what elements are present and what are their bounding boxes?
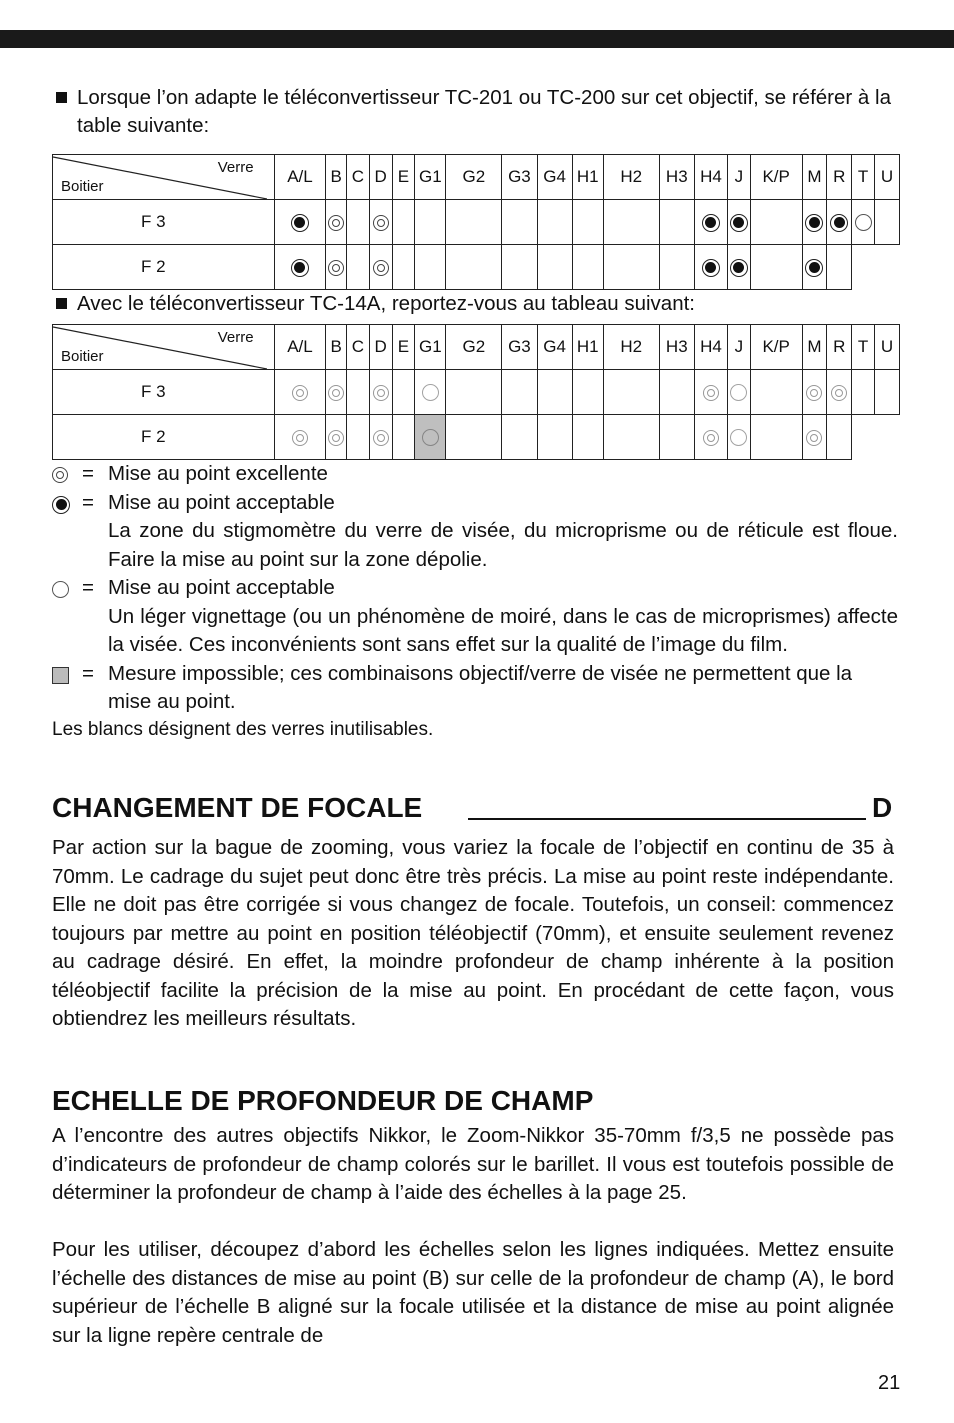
legend-item-acceptable-filled: = Mise au point acceptable La zone du stigmomètre du verre de visée, du microprisme ou de réticule est floue. Faire la mise au point sur la zone dépolie. (52, 489, 898, 575)
double-circle-icon (806, 430, 822, 446)
legend-item-shaded: = Mesure impossible; ces combinaisons objectif/verre de visée ne permettent que la mise au point. (52, 660, 898, 717)
column-header-screen: H3 (659, 155, 694, 200)
open-circle-icon (422, 429, 439, 446)
section-title-focale: CHANGEMENT DE FOCALE (52, 792, 423, 823)
table-cell (392, 415, 415, 460)
column-header-screen: R (827, 155, 852, 200)
table-row (53, 415, 900, 460)
table-cell (326, 245, 347, 290)
open-circle-icon (730, 429, 747, 446)
table-cell (347, 200, 370, 245)
shaded-square-icon (52, 667, 69, 684)
column-header-screen: T (852, 325, 875, 370)
column-header-screen: A/L (274, 155, 326, 200)
table-cell (274, 200, 326, 245)
table-cell (347, 245, 370, 290)
table-cell (392, 370, 415, 415)
column-header-screen: H1 (572, 155, 603, 200)
column-header-screen: E (392, 155, 415, 200)
column-header-screen: B (326, 155, 347, 200)
table-cell (659, 200, 694, 245)
table-cell (446, 370, 502, 415)
table-cell (537, 370, 572, 415)
table-cell (875, 200, 900, 245)
table-cell (750, 200, 802, 245)
bullet-square-icon (56, 298, 67, 309)
column-header-screen: B (326, 325, 347, 370)
table-cell (827, 415, 852, 460)
table-cell (326, 370, 347, 415)
compatibility-table-tc201 (52, 154, 900, 290)
row-label-body: F 2 (53, 245, 275, 290)
double-circle-icon (373, 385, 389, 401)
table-cell (446, 245, 502, 290)
table-cell (502, 200, 537, 245)
table-cell (572, 370, 603, 415)
table-cell (728, 370, 751, 415)
table-cell (572, 245, 603, 290)
open-circle-icon (730, 384, 747, 401)
open-circle-icon (422, 384, 439, 401)
filled-circle-icon (805, 259, 823, 277)
table-cell (537, 415, 572, 460)
column-header-screen: M (802, 155, 827, 200)
legend-note-acceptable: La zone du stigmomètre du verre de visée, du microprisme ou de réticule est floue. Faire la mise au point sur la zone dépolie. (108, 519, 898, 571)
column-header-screen: H1 (572, 325, 603, 370)
table-cell (875, 245, 900, 290)
column-header-screen: H2 (603, 155, 659, 200)
column-header-screen: J (728, 155, 751, 200)
table-cell (537, 200, 572, 245)
table-cell (875, 370, 900, 415)
double-circle-icon (703, 430, 719, 446)
column-header-screen: A/L (274, 325, 326, 370)
table-cell (875, 415, 900, 460)
intro-text-2: Avec le téléconvertisseur TC-14A, reportez-vous au tableau suivant: (77, 292, 695, 315)
table-cell (274, 245, 326, 290)
row-label-body: F 3 (53, 200, 275, 245)
double-circle-icon (292, 430, 308, 446)
column-header-screen: U (875, 155, 900, 200)
table-cell (369, 415, 392, 460)
corner-label-verre: Verre (217, 329, 254, 346)
table-cell (802, 245, 827, 290)
column-header-screen: D (369, 155, 392, 200)
corner-label-boitier: Boitier (61, 178, 104, 195)
table-cell (274, 370, 326, 415)
table-row (53, 245, 900, 290)
table-cell (694, 415, 727, 460)
filled-circle-icon (52, 496, 70, 514)
legend (52, 460, 898, 743)
column-header-screen: G3 (502, 325, 537, 370)
filled-circle-icon (291, 214, 309, 232)
table-cell (369, 245, 392, 290)
legend-item-acceptable-open: = Mise au point acceptable Un léger vignettage (ou un phénomène de moiré, dans le cas de microprismes) affecte la visée. Ces inconvénients sont sans effet sur la qualité de l’image du film. (52, 574, 898, 660)
table-corner-cell (53, 325, 275, 370)
column-header-screen: H4 (694, 325, 727, 370)
table-cell (446, 415, 502, 460)
column-header-screen: K/P (750, 155, 802, 200)
double-circle-icon (373, 260, 389, 276)
top-border-bar (0, 30, 954, 48)
table-cell (502, 370, 537, 415)
column-header-screen: G3 (502, 155, 537, 200)
section-body-focale: Par action sur la bague de zooming, vous variez la focale de l’objectif en continu de 35 à 70mm. Le cadrage du sujet peut donc être très précis. La mise au point reste indépendante. Elle ne doit pas être corrigée si vous changez de focale. Toutefois, un conseil: commencez toujours par mettre au point en position téléobjectif (70mm), et ensuite seulement revenez au cadrage désiré. En effet, la moindre profondeur de champ inhérente à la position téléobjectif facilite la précision de la mise au point. En procédant de cette façon, vous obtiendrez les meilleurs résultats. (52, 836, 894, 1030)
bullet-square-icon (56, 92, 67, 103)
table-cell (502, 415, 537, 460)
filled-circle-icon (702, 259, 720, 277)
section-title-profondeur: ECHELLE DE PROFONDEUR DE CHAMP (52, 1085, 594, 1116)
column-header-screen: H2 (603, 325, 659, 370)
double-circle-icon (328, 430, 344, 446)
table-cell (827, 245, 852, 290)
intro-paragraph-1 (56, 84, 902, 140)
column-header-screen: H3 (659, 325, 694, 370)
column-header-screen: R (827, 325, 852, 370)
double-circle-icon (831, 385, 847, 401)
table-cell (694, 245, 727, 290)
double-circle-icon (373, 430, 389, 446)
page-number: 21 (878, 1372, 901, 1394)
row-label-body: F 3 (53, 370, 275, 415)
intro-paragraph-2 (56, 290, 902, 318)
filled-circle-icon (702, 214, 720, 232)
table-cell (415, 370, 446, 415)
table-cell (659, 370, 694, 415)
table-cell (852, 200, 875, 245)
open-circle-icon (52, 581, 69, 598)
table-cell (603, 200, 659, 245)
table-cell (694, 200, 727, 245)
table-cell (659, 415, 694, 460)
legend-blank-note: Les blancs désignent des verres inutilisables. (52, 718, 434, 740)
table-cell (572, 415, 603, 460)
table-cell (502, 245, 537, 290)
column-header-screen: G2 (446, 155, 502, 200)
double-circle-icon (292, 385, 308, 401)
column-header-screen: C (347, 325, 370, 370)
double-circle-icon (328, 215, 344, 231)
table-cell (852, 245, 875, 290)
section-body-profondeur-2: Pour les utiliser, découpez d’abord les échelles selon les lignes indiquées. Mettez ensuite l’échelle des distances de mise au point (B) sur celle de la profondeur de champ (A), le bord supérieur de l’échelle B aligné sur la focale utilisée et la distance de mise au point alignée sur la ligne repère centrale de (52, 1238, 894, 1347)
open-circle-icon (855, 214, 872, 231)
column-header-screen: K/P (750, 325, 802, 370)
table-cell (852, 370, 875, 415)
row-label-body: F 2 (53, 415, 275, 460)
table-cell (326, 200, 347, 245)
table-cell (446, 200, 502, 245)
column-header-screen: D (369, 325, 392, 370)
table-cell (802, 415, 827, 460)
filled-circle-icon (805, 214, 823, 232)
filled-circle-icon (730, 259, 748, 277)
column-header-screen: H4 (694, 155, 727, 200)
double-circle-icon (703, 385, 719, 401)
double-circle-icon (328, 260, 344, 276)
table-cell (415, 415, 446, 460)
table-cell (659, 245, 694, 290)
table-cell (750, 415, 802, 460)
column-header-screen: G2 (446, 325, 502, 370)
table-cell (802, 370, 827, 415)
table-cell (852, 415, 875, 460)
filled-circle-icon (730, 214, 748, 232)
table-cell (728, 245, 751, 290)
table-cell (415, 245, 446, 290)
column-header-screen: J (728, 325, 751, 370)
table-cell (603, 415, 659, 460)
filled-circle-icon (830, 214, 848, 232)
legend-item-excellent: = Mise au point excellente (52, 460, 898, 489)
column-header-screen: U (875, 325, 900, 370)
column-header-screen: T (852, 155, 875, 200)
column-header-screen: G4 (537, 325, 572, 370)
table-cell (827, 200, 852, 245)
legend-note-vignetting: Un léger vignettage (ou un phénomène de moiré, dans le cas de microprismes) affecte la visée. Ces inconvénients sont sans effet sur la qualité de l’image du film. (108, 604, 898, 656)
double-circle-icon (328, 385, 344, 401)
table-cell (537, 245, 572, 290)
table-cell (603, 370, 659, 415)
table-cell (392, 245, 415, 290)
section-body-profondeur-1: A l’encontre des autres objectifs Nikkor, le Zoom-Nikkor 35-70mm f/3,5 ne possède pas d’indicateurs de profondeur de champ colorés sur le barillet. Il vous est toutefois possible de déterminer la profondeur de champ à l’aide des échelles à la page 25. (52, 1124, 894, 1204)
table-cell (347, 415, 370, 460)
table-corner-cell (53, 155, 275, 200)
double-circle-icon (373, 215, 389, 231)
table-cell (827, 370, 852, 415)
table-row (53, 200, 900, 245)
table-cell (392, 200, 415, 245)
filled-circle-icon (291, 259, 309, 277)
table-cell (728, 200, 751, 245)
table-cell (750, 245, 802, 290)
table-cell (603, 245, 659, 290)
column-header-screen: G1 (415, 155, 446, 200)
double-circle-icon (806, 385, 822, 401)
section-tag: D (872, 792, 893, 823)
table-cell (750, 370, 802, 415)
corner-label-verre: Verre (217, 159, 254, 176)
table-cell (369, 200, 392, 245)
double-circle-icon (52, 467, 68, 483)
compatibility-table-tc14a (52, 324, 900, 460)
section-title-rule (468, 818, 866, 820)
table-cell (728, 415, 751, 460)
table-cell (572, 200, 603, 245)
table-cell (802, 200, 827, 245)
table-cell (274, 415, 326, 460)
column-header-screen: G4 (537, 155, 572, 200)
table-cell (347, 370, 370, 415)
column-header-screen: M (802, 325, 827, 370)
column-header-screen: E (392, 325, 415, 370)
intro-text-1: Lorsque l’on adapte le téléconvertisseur TC-201 ou TC-200 sur cet objectif, se référer à la table suivante: (77, 86, 891, 137)
table-cell (415, 200, 446, 245)
table-cell (369, 370, 392, 415)
table-cell (694, 370, 727, 415)
column-header-screen: C (347, 155, 370, 200)
corner-label-boitier: Boitier (61, 348, 104, 365)
column-header-screen: G1 (415, 325, 446, 370)
table-cell (326, 415, 347, 460)
table-row (53, 370, 900, 415)
